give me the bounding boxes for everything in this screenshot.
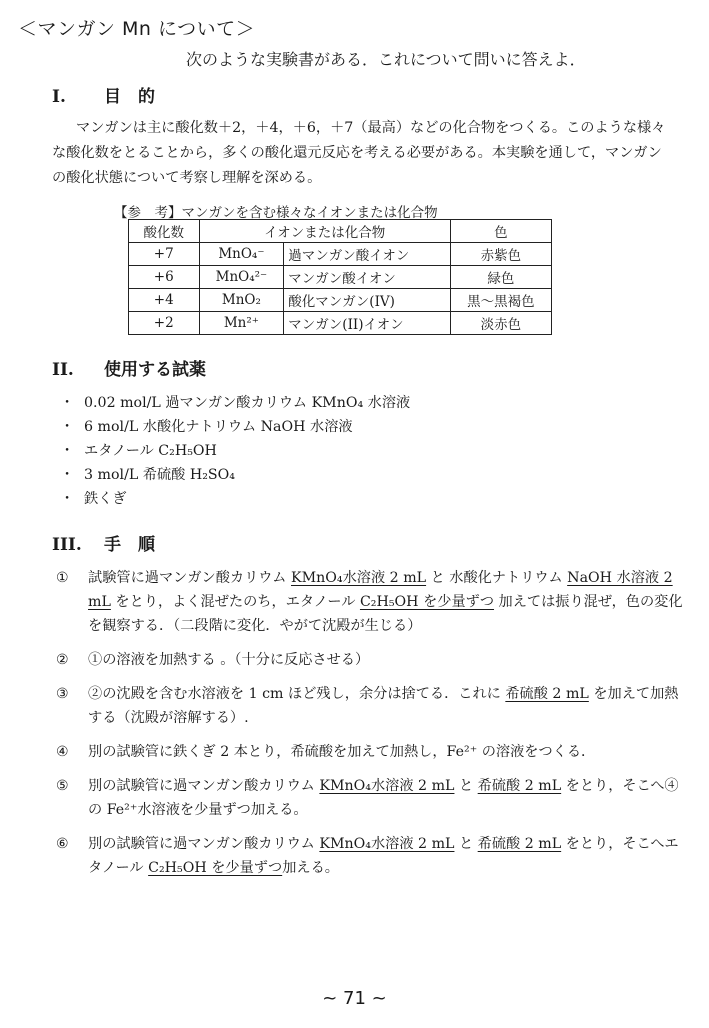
- step-text: と: [454, 778, 478, 794]
- reagent-list: [60, 391, 410, 511]
- step-text: と 水酸化ナトリウム: [426, 570, 568, 586]
- oxidation-number: +6: [129, 266, 200, 289]
- step-text: 別の試験管に過マンガン酸カリウム: [88, 778, 320, 794]
- step-1: [56, 566, 686, 638]
- table-header-row: [129, 220, 552, 243]
- underlined-reagent: C₂H₅OH を少量ずつ: [359, 594, 495, 610]
- species-color: 黒～黒褐色: [450, 289, 551, 312]
- table-row: [129, 266, 552, 289]
- bullet: ・: [60, 419, 75, 435]
- section-number: I.: [52, 87, 66, 107]
- list-item: [60, 391, 410, 415]
- column-header: 色: [450, 220, 551, 243]
- intro-text: 次のような実験書がある．これについて問いに答えよ．: [186, 50, 586, 69]
- section-reagents-heading: [52, 355, 206, 380]
- purpose-text: マンガンは主に酸化数＋2，＋4，＋6，＋7（最高）などの化合物をつくる。このような様々な酸化数をとることから，多くの酸化還元反応を考える必要がある。本実験を通して，マンガンの酸化状態について考察し理解を深める。: [52, 120, 666, 186]
- species-color: 淡赤色: [450, 312, 551, 335]
- list-item: [60, 487, 410, 511]
- step-marker: ⑥: [56, 836, 69, 852]
- section-number: II.: [52, 360, 74, 380]
- step-text: ②の沈殿を含む水溶液を 1 cm ほど残し，余分は捨てる．これに: [88, 686, 506, 702]
- species-name: 酸化マンガン(IV): [284, 289, 451, 312]
- list-item: [60, 415, 410, 439]
- bullet: ・: [60, 467, 75, 483]
- list-item: [60, 439, 410, 463]
- reference-title: 【参 考】マンガンを含む様々なイオンまたは化合物: [114, 205, 438, 221]
- table-row: [129, 243, 552, 266]
- formula: MnO₂: [199, 289, 284, 312]
- species-name: 過マンガン酸イオン: [284, 243, 451, 266]
- step-text: をとり，そこへ④の Fe²⁺水溶液を少量ずつ加える。: [88, 778, 679, 818]
- species-color: 赤紫色: [450, 243, 551, 266]
- species-name: マンガン(II)イオン: [284, 312, 451, 335]
- bullet: ・: [60, 491, 75, 507]
- step-2: [56, 648, 686, 672]
- oxidation-number: +7: [129, 243, 200, 266]
- step-text: 加えては振り混ぜ，色の変化を観察する．（二段階に変化．やがて沈殿が生じる）: [88, 594, 683, 634]
- step-3: [56, 682, 686, 730]
- oxidation-number: +4: [129, 289, 200, 312]
- step-text: 試験管に過マンガン酸カリウム: [88, 570, 291, 586]
- step-text: をとり，よく混ぜたのち，エタノール: [110, 594, 360, 610]
- step-4: [56, 740, 686, 764]
- list-item: [60, 463, 410, 487]
- step-text: 別の試験管に過マンガン酸カリウム: [88, 836, 320, 852]
- step-6: [56, 832, 686, 880]
- section-title: 目 的: [104, 87, 155, 107]
- underlined-reagent: KMnO₄水溶液 2 mL: [291, 570, 427, 586]
- section-title: 使用する試薬: [104, 360, 206, 380]
- reagent-text: 0.02 mol/L 過マンガン酸カリウム KMnO₄ 水溶液: [84, 395, 411, 411]
- step-text: 加える。: [282, 860, 339, 876]
- oxidation-number: +2: [129, 312, 200, 335]
- step-marker: ④: [56, 744, 69, 760]
- procedure-steps: [56, 566, 686, 890]
- underlined-reagent: NaOH 水溶液 2 mL: [88, 570, 673, 610]
- section-purpose-heading: [52, 82, 155, 107]
- step-text: ①の溶液を加熱する 。（十分に反応させる）: [88, 652, 370, 668]
- section-number: III.: [52, 535, 82, 555]
- bullet: ・: [60, 443, 75, 459]
- step-marker: ③: [56, 686, 69, 702]
- underlined-reagent: 希硫酸 2 mL: [505, 686, 589, 702]
- step-marker: ②: [56, 652, 69, 668]
- step-marker: ⑤: [56, 778, 69, 794]
- reagent-text: 鉄くぎ: [84, 491, 127, 507]
- section-title: 手 順: [104, 535, 155, 555]
- underlined-reagent: C₂H₅OH を少量ずつ: [148, 860, 283, 876]
- reagent-text: エタノール C₂H₅OH: [84, 443, 217, 459]
- step-text: 別の試験管に鉄くぎ 2 本とり，希硫酸を加えて加熱し，Fe²⁺ の溶液をつくる．: [88, 744, 596, 760]
- page-number: ~ 71 ~: [322, 988, 387, 1009]
- column-header: 酸化数: [129, 220, 200, 243]
- purpose-paragraph: [52, 116, 670, 191]
- formula: Mn²⁺: [199, 312, 284, 335]
- reagent-text: 3 mol/L 希硫酸 H₂SO₄: [84, 467, 235, 483]
- species-name: マンガン酸イオン: [284, 266, 451, 289]
- formula: MnO₄²⁻: [199, 266, 284, 289]
- step-text: と: [454, 836, 478, 852]
- step-marker: ①: [56, 570, 69, 586]
- oxidation-table: [128, 219, 552, 335]
- species-color: 緑色: [450, 266, 551, 289]
- bullet: ・: [60, 395, 75, 411]
- column-header: イオンまたは化合物: [199, 220, 450, 243]
- page-title: ＜マンガン Mn について＞: [18, 18, 256, 40]
- table-row: [129, 312, 552, 335]
- reagent-text: 6 mol/L 水酸化ナトリウム NaOH 水溶液: [84, 419, 353, 435]
- section-procedure-heading: [52, 530, 155, 555]
- step-text: を加えて加熱する（沈殿が溶解する）.: [88, 686, 679, 726]
- step-5: [56, 774, 686, 822]
- table-row: [129, 289, 552, 312]
- underlined-reagent: KMnO₄水溶液 2 mL: [319, 778, 455, 794]
- underlined-reagent: 希硫酸 2 mL: [477, 836, 562, 852]
- underlined-reagent: 希硫酸 2 mL: [477, 778, 562, 794]
- underlined-reagent: KMnO₄水溶液 2 mL: [319, 836, 455, 852]
- formula: MnO₄⁻: [199, 243, 284, 266]
- step-text: をとり，そこへエタノール: [88, 836, 679, 876]
